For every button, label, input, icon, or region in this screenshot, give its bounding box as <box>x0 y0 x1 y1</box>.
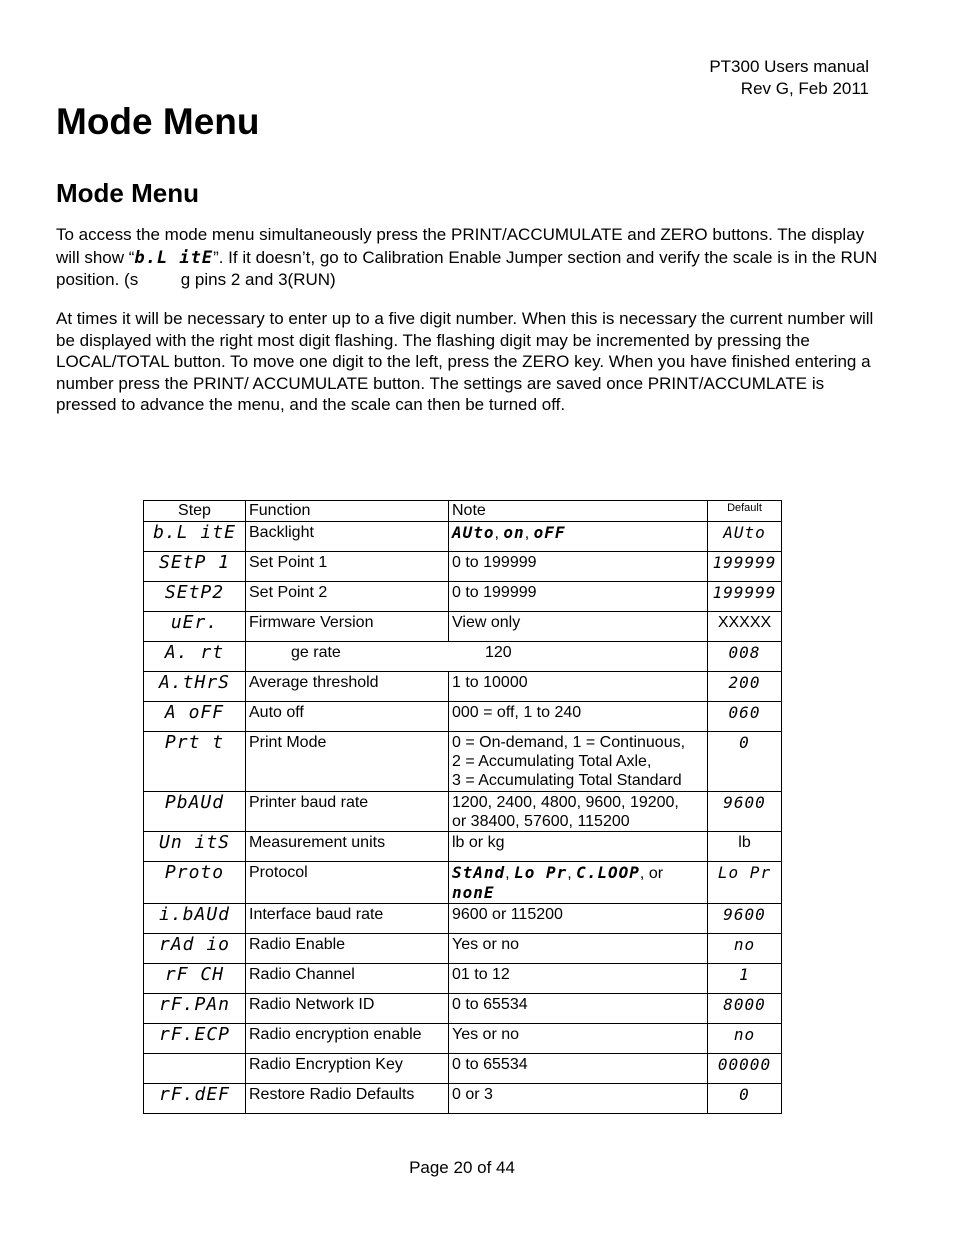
page-title: Mode Menu <box>56 101 260 142</box>
default-cell: 199999 <box>708 552 782 582</box>
note-cell: 000 = off, 1 to 240 <box>449 702 708 732</box>
revision-date: Rev G, Feb 2011 <box>740 79 869 98</box>
note-cell <box>449 792 708 832</box>
table-row <box>144 1054 782 1084</box>
step-code: A.tHrS <box>144 672 246 702</box>
step-code: rF.PAn <box>144 994 246 1024</box>
step-code <box>144 1054 246 1084</box>
note-cell: lb or kg <box>449 832 708 862</box>
step-code: A oFF <box>144 702 246 732</box>
function-cell: ge rate <box>246 642 449 672</box>
number-entry-paragraph: At times it will be necessary to enter up to a five digit number. When this is necessary the current number will be displayed with the right most digit flashing. The flashing digit may be incremented by pressing the LOCAL/TOTAL button. To move one digit to the left, press the ZERO key. When you have finished entering a number press the PRINT/ ACCUMULATE button. The settings are saved once PRINT/ACCUMLATE is pressed to advance the menu, and the scale can then be turned off. <box>56 309 874 415</box>
default-cell: 008 <box>708 642 782 672</box>
function-cell: Backlight <box>246 522 449 552</box>
function-cell: Printer baud rate <box>246 792 449 832</box>
table-row <box>144 904 782 934</box>
note-cell <box>449 732 708 792</box>
note-cell: 0 to 65534 <box>449 1054 708 1084</box>
table-row <box>144 612 782 642</box>
function-cell: Measurement units <box>246 832 449 862</box>
default-cell: 0 <box>708 732 782 792</box>
note-cell: 0 or 3 <box>449 1084 708 1114</box>
note-cell: 0 to 65534 <box>449 994 708 1024</box>
note-cell: 0 to 199999 <box>449 552 708 582</box>
function-cell: Print Mode <box>246 732 449 792</box>
default-cell: 0 <box>708 1084 782 1114</box>
table-row <box>144 642 782 672</box>
table-row <box>144 552 782 582</box>
intro-paragraph <box>56 224 886 292</box>
note-cell: StAnd, Lo Pr, C.LOOP, or nonE <box>449 862 708 904</box>
note-code: on <box>503 523 525 542</box>
header-step: Step <box>144 501 246 522</box>
step-code: SEtP2 <box>144 582 246 612</box>
note-code: C.LOOP <box>576 863 640 882</box>
default-cell: AUto <box>708 522 782 552</box>
function-cell: Radio Enable <box>246 934 449 964</box>
function-cell: Restore Radio Defaults <box>246 1084 449 1114</box>
step-code: rF.ECP <box>144 1024 246 1054</box>
note-cell: 1 to 10000 <box>449 672 708 702</box>
default-cell: Lo Pr <box>708 862 782 904</box>
table-row <box>144 1024 782 1054</box>
function-cell: Interface baud rate <box>246 904 449 934</box>
default-cell: 060 <box>708 702 782 732</box>
table-row <box>144 994 782 1024</box>
table-row <box>144 582 782 612</box>
default-cell: 1 <box>708 964 782 994</box>
step-code: Un itS <box>144 832 246 862</box>
function-cell: Radio encryption enable <box>246 1024 449 1054</box>
manual-title: PT300 Users manual <box>709 57 869 76</box>
note-line: or 38400, 57600, 115200 <box>452 813 630 830</box>
function-cell: Protocol <box>246 862 449 904</box>
document-header <box>709 56 869 100</box>
table-row <box>144 832 782 862</box>
function-cell: Radio Network ID <box>246 994 449 1024</box>
note-code: oFF <box>533 523 566 542</box>
table-row <box>144 1084 782 1114</box>
table-header-row <box>144 501 782 522</box>
table-row <box>144 732 782 792</box>
table-row <box>144 792 782 832</box>
step-code: Proto <box>144 862 246 904</box>
table-row <box>144 862 782 904</box>
note-line: 0 = On-demand, 1 = Continuous, <box>452 734 686 751</box>
note-code: nonE <box>452 883 495 902</box>
header-default: Default <box>708 501 782 522</box>
mode-menu-table <box>143 500 782 1114</box>
default-cell: no <box>708 1024 782 1054</box>
step-code: i.bAUd <box>144 904 246 934</box>
table-row <box>144 672 782 702</box>
note-cell: View only <box>449 612 708 642</box>
table-row <box>144 522 782 552</box>
page-number: Page 20 of 44 <box>409 1158 515 1177</box>
step-code: b.L itE <box>144 522 246 552</box>
intro-text-3: g pins 2 and 3(RUN) <box>180 270 336 289</box>
step-code: rF CH <box>144 964 246 994</box>
obscured-text: hortin <box>138 270 181 289</box>
header-note: Note <box>449 501 708 522</box>
function-cell: Auto off <box>246 702 449 732</box>
step-code: SEtP 1 <box>144 552 246 582</box>
table-row <box>144 702 782 732</box>
note-line: 2 = Accumulating Total Axle, <box>452 753 652 770</box>
table-row <box>144 934 782 964</box>
note-cell: 9600 or 115200 <box>449 904 708 934</box>
note-cell: Yes or no <box>449 1024 708 1054</box>
note-line: 3 = Accumulating Total Standard <box>452 772 682 789</box>
note-code: Lo Pr <box>514 863 568 882</box>
header-function: Function <box>246 501 449 522</box>
section-title: Mode Menu <box>56 178 199 208</box>
default-cell: lb <box>708 832 782 862</box>
function-cell: Firmware Version <box>246 612 449 642</box>
note-cell: 0 to 199999 <box>449 582 708 612</box>
default-cell: XXXXX <box>708 612 782 642</box>
step-code: rAd io <box>144 934 246 964</box>
table-row <box>144 964 782 994</box>
step-code: A. rt <box>144 642 246 672</box>
step-code: rF.dEF <box>144 1084 246 1114</box>
default-cell: 199999 <box>708 582 782 612</box>
default-cell: no <box>708 934 782 964</box>
step-code: uEr. <box>144 612 246 642</box>
default-cell: 9600 <box>708 792 782 832</box>
function-cell: Average threshold <box>246 672 449 702</box>
note-code: StAnd <box>452 863 506 882</box>
step-code: Prt t <box>144 732 246 792</box>
default-cell: 8000 <box>708 994 782 1024</box>
intro-text-1: To access the mode menu simultaneously press the PRINT/ACCUMULATE and ZERO buttons. The display will show “ <box>56 225 865 267</box>
step-code: PbAUd <box>144 792 246 832</box>
function-cell: Radio Encryption Key <box>246 1054 449 1084</box>
default-cell: 00000 <box>708 1054 782 1084</box>
note-code: AUto <box>452 523 495 542</box>
default-cell: 200 <box>708 672 782 702</box>
note-cell: AUto, on, oFF <box>449 522 708 552</box>
function-cell: Set Point 2 <box>246 582 449 612</box>
intro-text-2: ”. If it doesn’t, go to Calibration Enable Jumper section and verify the scale is in the RUN position. (s <box>56 247 878 289</box>
function-cell: Set Point 1 <box>246 552 449 582</box>
default-cell: 9600 <box>708 904 782 934</box>
note-line: 1200, 2400, 4800, 9600, 19200, <box>452 794 679 811</box>
function-cell: Radio Channel <box>246 964 449 994</box>
note-cell: Yes or no <box>449 934 708 964</box>
note-cell: 01 to 12 <box>449 964 708 994</box>
note-cell: 120 <box>449 642 708 672</box>
note-or: or <box>648 865 664 882</box>
display-code: b.L itE <box>134 247 214 268</box>
